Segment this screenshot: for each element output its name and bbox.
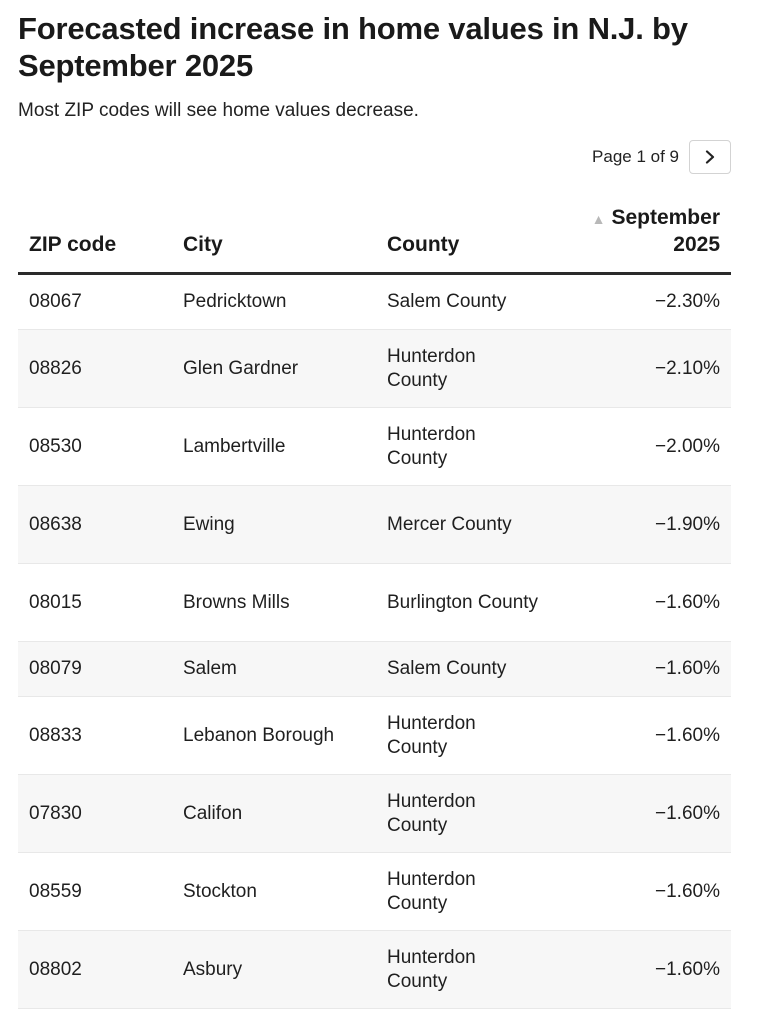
cell-zip: 07830 xyxy=(18,775,172,853)
cell-county: Hunterdon County xyxy=(376,775,551,853)
cell-city: Salem xyxy=(172,642,376,697)
cell-value: −1.60% xyxy=(551,564,731,642)
column-header-county[interactable]: County xyxy=(376,205,551,274)
sort-ascending-icon: ▲ xyxy=(591,211,606,227)
table-row xyxy=(18,274,731,330)
cell-city: Asbury xyxy=(172,931,376,1009)
cell-value: −1.60% xyxy=(551,931,731,1009)
page-title: Forecasted increase in home values in N.J. by September 2025 xyxy=(18,11,688,83)
cell-zip: 08802 xyxy=(18,931,172,1009)
table-row xyxy=(18,564,731,642)
column-header-zip[interactable]: ZIP code xyxy=(18,205,172,274)
cell-value: −2.00% xyxy=(551,408,731,486)
cell-value: −1.60% xyxy=(551,642,731,697)
cell-county: Hunterdon County xyxy=(376,408,551,486)
cell-zip: 08067 xyxy=(18,274,172,330)
table-row xyxy=(18,642,731,697)
cell-city: Browns Mills xyxy=(172,564,376,642)
cell-zip: 08015 xyxy=(18,564,172,642)
cell-zip: 08559 xyxy=(18,853,172,931)
cell-city: Stockton xyxy=(172,853,376,931)
cell-zip: 08833 xyxy=(18,697,172,775)
cell-county: Mercer County xyxy=(376,486,551,564)
cell-zip: 08638 xyxy=(18,486,172,564)
cell-county: Salem County xyxy=(376,274,551,330)
chevron-right-icon xyxy=(704,150,716,164)
cell-value: −2.30% xyxy=(551,274,731,330)
page-subtitle: Most ZIP codes will see home values decrease. xyxy=(18,100,419,121)
table-row xyxy=(18,775,731,853)
cell-county: Hunterdon County xyxy=(376,853,551,931)
table-row xyxy=(18,853,731,931)
cell-value: −1.60% xyxy=(551,775,731,853)
cell-value: −2.10% xyxy=(551,330,731,408)
table-row xyxy=(18,408,731,486)
cell-city: Lambertville xyxy=(172,408,376,486)
column-header-label: September 2025 xyxy=(611,206,720,256)
cell-county: Salem County xyxy=(376,642,551,697)
pagination xyxy=(592,140,731,174)
cell-value: −1.60% xyxy=(551,697,731,775)
table-row xyxy=(18,697,731,775)
cell-county: Hunterdon County xyxy=(376,697,551,775)
table-row xyxy=(18,486,731,564)
cell-city: Pedricktown xyxy=(172,274,376,330)
cell-county: Hunterdon County xyxy=(376,931,551,1009)
column-header-september-2025[interactable] xyxy=(551,205,731,274)
cell-city: Lebanon Borough xyxy=(172,697,376,775)
cell-county: Hunterdon County xyxy=(376,330,551,408)
cell-city: Califon xyxy=(172,775,376,853)
data-table xyxy=(18,205,731,1009)
column-header-city[interactable]: City xyxy=(172,205,376,274)
cell-county: Burlington County xyxy=(376,564,551,642)
cell-value: −1.90% xyxy=(551,486,731,564)
cell-zip: 08079 xyxy=(18,642,172,697)
table-row xyxy=(18,330,731,408)
next-page-button[interactable] xyxy=(689,140,731,174)
cell-city: Glen Gardner xyxy=(172,330,376,408)
table-header-row xyxy=(18,205,731,274)
cell-zip: 08826 xyxy=(18,330,172,408)
table-row xyxy=(18,931,731,1009)
cell-value: −1.60% xyxy=(551,853,731,931)
cell-city: Ewing xyxy=(172,486,376,564)
cell-zip: 08530 xyxy=(18,408,172,486)
page-indicator: Page 1 of 9 xyxy=(592,147,679,166)
